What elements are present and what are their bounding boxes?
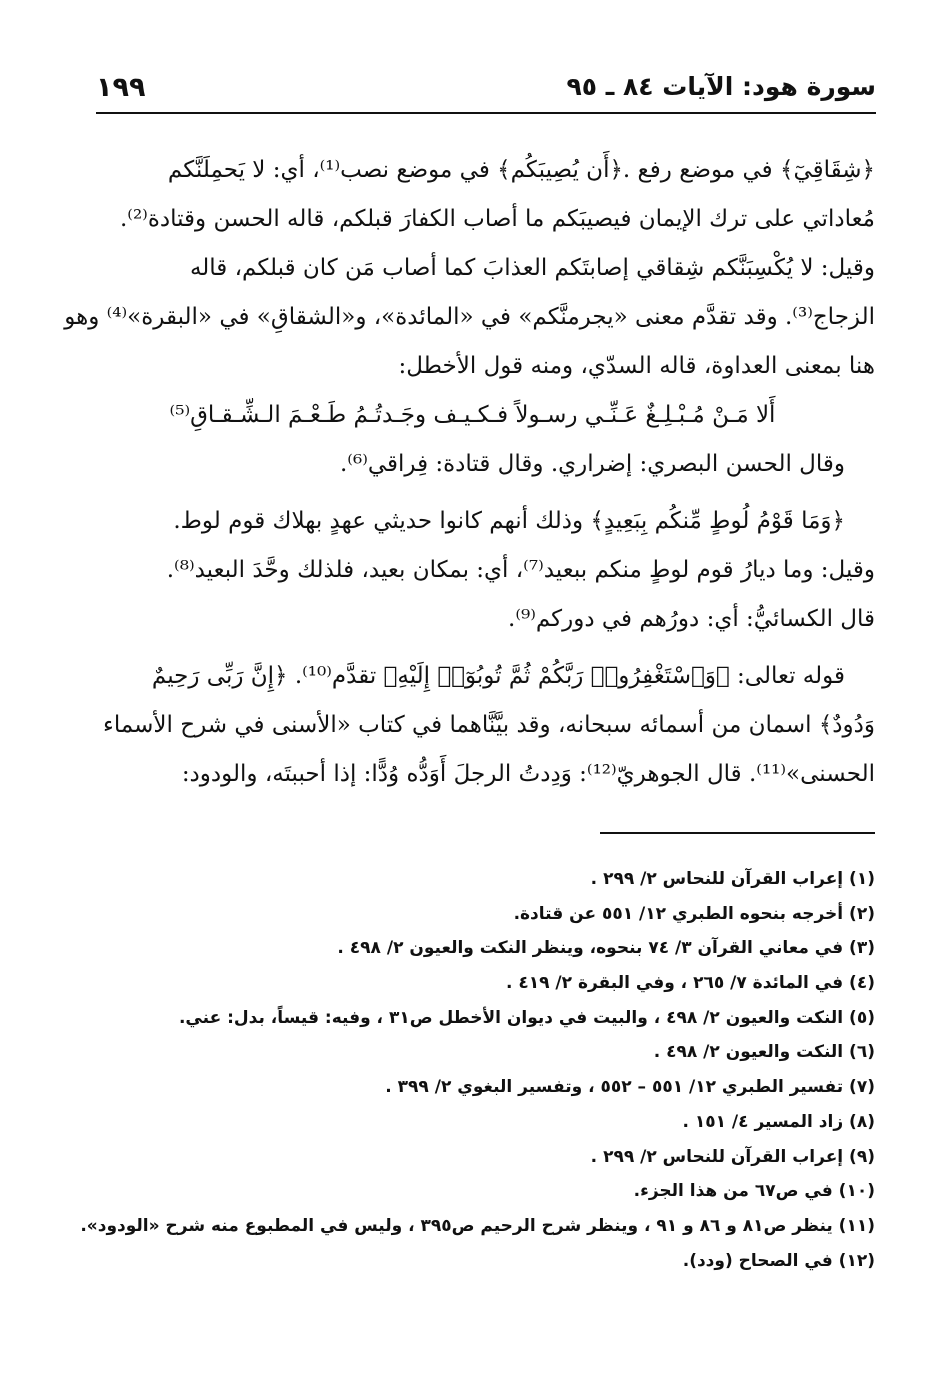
text-line: الزجاج⁽³⁾. وقد تقدَّم معنى «يجرمنَّكم» في «المائدة»، و«الشقاقِ» في «البقرة»⁽⁴⁾ وهو xyxy=(64,304,875,330)
text-line: ﴿شِقَاقِيٓ﴾ في موضع رفع .﴿أَن يُصِيبَكُم﴾ في موضع نصب⁽¹⁾، أي: لا يَحمِلَنَّكم xyxy=(167,157,875,183)
text-line: وقيل: لا يُكْسِبَنَّكم شِقاقي إصابتَكم العذابَ كما أصاب مَن كان قبلكم، قاله xyxy=(189,255,875,281)
text-line: مُعاداتي على ترك الإيمان فيصيبَكم ما أصاب الكفارَ قبلكم، قاله الحسن وقتادة⁽²⁾. xyxy=(119,206,875,232)
page-number: ١٩٩ xyxy=(96,72,146,103)
footnote: (٩) إعراب القرآن للنحاس ٢/ ٢٩٩ . xyxy=(590,1146,875,1167)
text-line: الحسنى»⁽¹¹⁾. قال الجوهريّ⁽¹²⁾: وَدِدتُ الرجلَ أَوَدُّه وُدًّا: إذا أحببتَه، والودود: xyxy=(181,761,875,787)
footnote: (٨) زاد المسير ٤/ ١٥١ . xyxy=(682,1111,875,1132)
text-line: وقال الحسن البصري: إضراري. وقال قتادة: فِراقي⁽⁶⁾. xyxy=(339,451,845,477)
footnote: (١) إعراب القرآن للنحاس ٢/ ٢٩٩ . xyxy=(590,869,875,889)
header-title: سورة هود: الآيات ٨٤ ـ ٩٥ xyxy=(566,72,876,101)
text-line: هنا بمعنى العداوة، قاله السدّي، ومنه قول الأخطل: xyxy=(398,353,875,379)
footnote-separator xyxy=(600,832,875,834)
main-text xyxy=(64,146,875,799)
footnote: (١٠) في ص٦٧ من هذا الجزء. xyxy=(633,1181,875,1202)
footnote: (٧) تفسير الطبري ١٢/ ٥٥١ – ٥٥٢ ، وتفسير البغوي ٢/ ٣٩٩ . xyxy=(385,1077,875,1098)
running-header xyxy=(96,68,876,114)
footnote: (٣) في معاني القرآن ٣/ ٧٤ بنحوه، وينظر النكت والعيون ٢/ ٤٩٨ . xyxy=(337,938,875,959)
text-line: قوله تعالى: ﴿وَٱسْتَغْفِرُوا۟ رَبَّكُمْ ثُمَّ تُوبُوٓا۟ إِلَيْهِ﴾ تقدَّم⁽¹⁰⁾. ﴿إِنَّ رَبِّى رَحِيمٌ xyxy=(151,663,845,689)
footnote: (٢) أخرجه بنحوه الطبري ١٢/ ٥٥١ عن قتادة. xyxy=(513,903,875,924)
poetry-verse: أَلا مَـنْ مُـبْـلِـغٌ عَـنِّـي رسـولاً فـكـيـف وجَـدتُـمُ طَـعْـمَ الـشِّـقـاقِ⁽⁵⁾ xyxy=(169,402,776,428)
text-line: ﴿وَمَا قَوْمُ لُوطٍ مِّنكُم بِبَعِيدٍ﴾ وذلك أنهم كانوا حديثي عهدٍ بهلاك قوم لوط. xyxy=(173,508,845,534)
text-line: وَدُودٌ﴾ اسمان من أسمائه سبحانه، وقد بيَّنَّاهما في كتاب «الأسنى في شرح الأسماء xyxy=(103,712,875,738)
footnotes xyxy=(70,862,875,1278)
footnote: (١٢) في الصحاح (ودد). xyxy=(682,1250,875,1271)
footnote: (٤) في المائدة ٧/ ٢٦٥ ، وفي البقرة ٢/ ٤١٩ . xyxy=(505,973,875,994)
footnote: (١١) ينظر ص٨١ و ٨٦ و ٩١ ، وينظر شرح الرحيم ص٣٩٥ ، وليس في المطبوع منه شرح «الودود». xyxy=(80,1215,875,1236)
text-line: قال الكسائيُّ: أي: دورُهم في دوركم⁽⁹⁾. xyxy=(508,606,875,632)
footnote: (٥) النكت والعيون ٢/ ٤٩٨ ، والبيت في ديوان الأخطل ص٣١ ، وفيه: قيساً، بدل: عني. xyxy=(178,1007,875,1028)
footnote: (٦) النكت والعيون ٢/ ٤٩٨ . xyxy=(653,1042,875,1063)
text-line: وقيل: وما ديارُ قوم لوطٍ منكم ببعيد⁽⁷⁾، أي: بمكان بعيد، فلذلك وحَّدَ البعيد⁽⁸⁾. xyxy=(166,557,875,583)
